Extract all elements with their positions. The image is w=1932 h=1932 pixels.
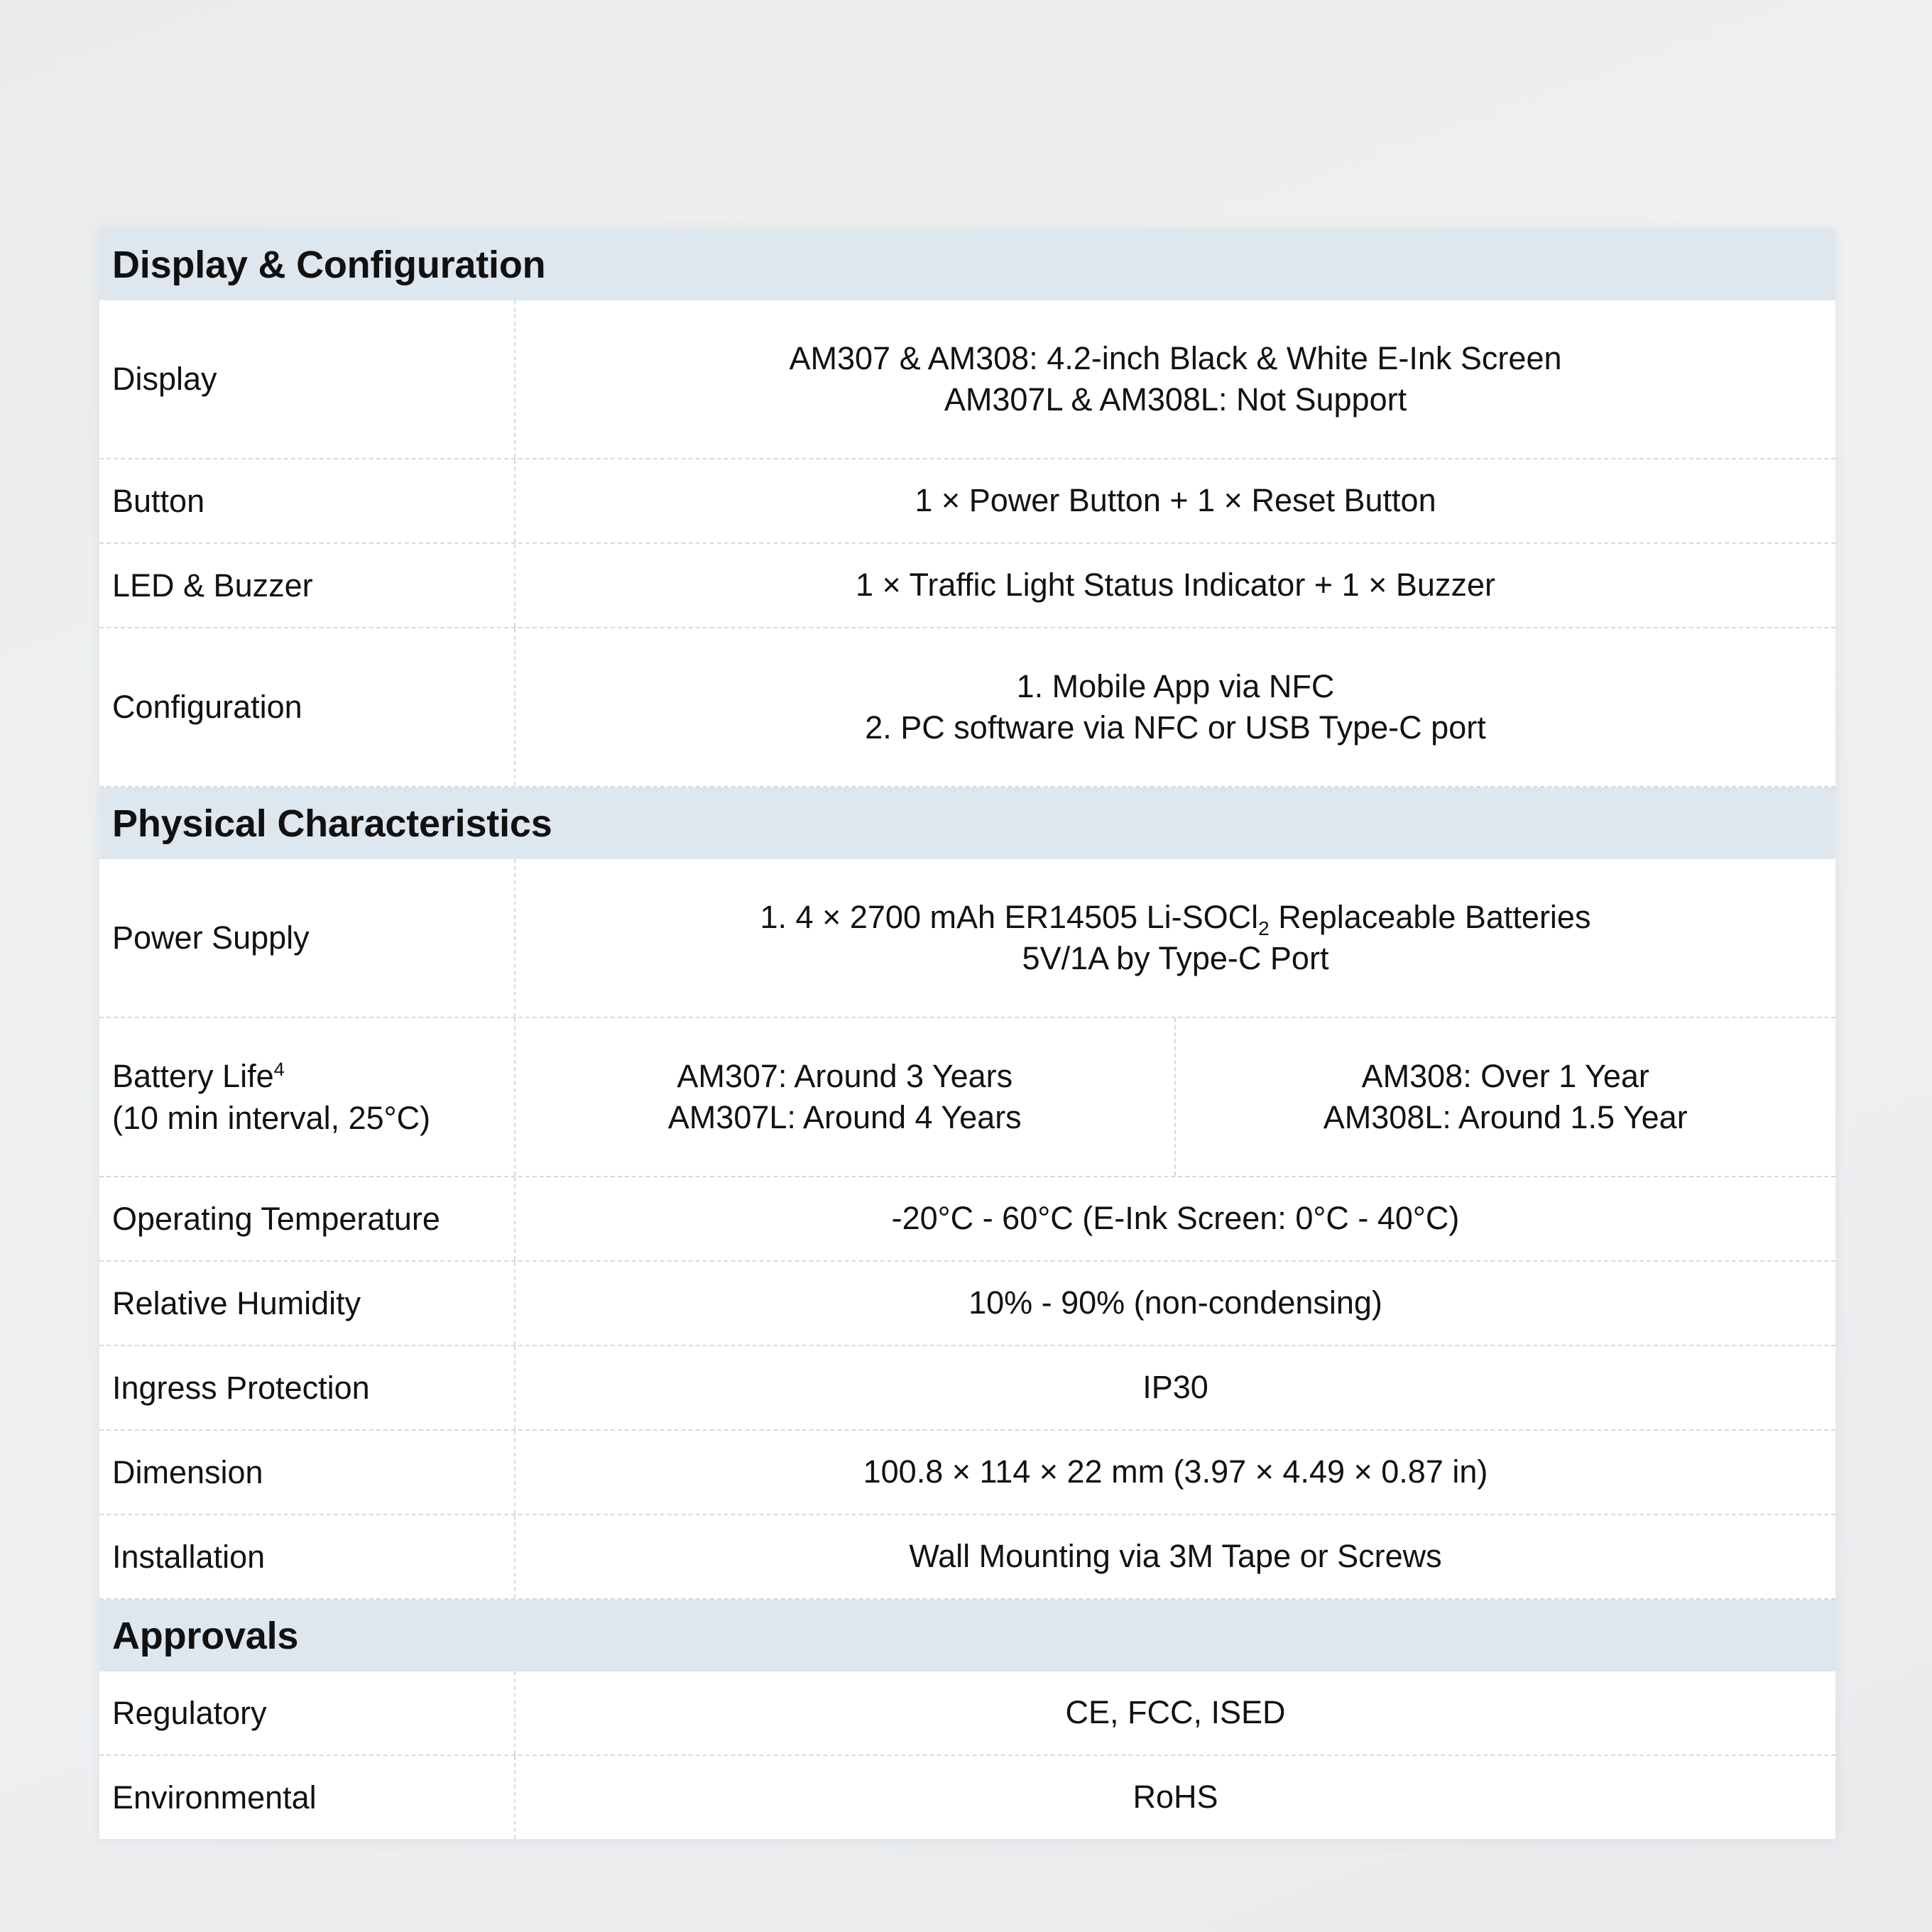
spec-row-value-cell xyxy=(515,1177,1835,1260)
spec-row-value-cell xyxy=(515,1515,1835,1598)
spec-row-label-cell xyxy=(99,1756,515,1839)
spec-row-label: Dimension xyxy=(112,1453,263,1490)
spec-row-label: Installation xyxy=(112,1538,266,1575)
spec-row xyxy=(99,459,1835,544)
spec-row xyxy=(99,859,1835,1018)
spec-row xyxy=(99,1346,1835,1431)
spec-row-label-cell xyxy=(99,1671,515,1754)
spec-row-value: 5V/1A by Type-C Port xyxy=(1022,940,1329,976)
spec-row-label: Regulatory xyxy=(112,1694,267,1731)
spec-row-value: AM308L: Around 1.5 Year xyxy=(1323,1099,1688,1135)
spec-row xyxy=(99,1262,1835,1346)
spec-row-value: 100.8 × 114 × 22 mm (3.97 × 4.49 × 0.87 in) xyxy=(863,1453,1488,1490)
spec-row-label: Relative Humidity xyxy=(112,1284,361,1321)
spec-row-label-cell xyxy=(99,1431,515,1514)
spec-row-label-cell xyxy=(99,300,515,458)
spec-row-label: Configuration xyxy=(112,689,302,726)
spec-row-value-cell xyxy=(515,628,1835,786)
spec-row-value: 2. PC software via NFC or USB Type-C port xyxy=(865,709,1486,746)
spec-row-label-cell xyxy=(99,628,515,786)
spec-row-label: Operating Temperature xyxy=(112,1200,440,1237)
spec-row-label-cell xyxy=(99,859,515,1017)
spec-row-label-cell xyxy=(99,1177,515,1260)
spec-row-label-cell xyxy=(99,1262,515,1345)
spec-row xyxy=(99,1756,1835,1839)
section-header xyxy=(99,787,1835,859)
spec-row-value: 1 × Traffic Light Status Indicator + 1 × Buzzer xyxy=(856,567,1495,604)
spec-row-value: AM307 & AM308: 4.2-inch Black & White E-Ink Screen xyxy=(789,339,1562,376)
spec-row-value-cell xyxy=(515,1018,1835,1176)
spec-row xyxy=(99,628,1835,787)
spec-row-value: 1. 4 × 2700 mAh ER14505 Li-SOCl$_2$ Replaceable Batteries xyxy=(760,898,1591,939)
spec-row-value-cell xyxy=(515,1756,1835,1839)
section-header-title: Display & Configuration xyxy=(112,243,546,286)
spec-row-label-subtext: (10 min interval, 25°C) xyxy=(112,1100,431,1136)
spec-row-label: Power Supply xyxy=(112,919,310,956)
spec-row-label: LED & Buzzer xyxy=(112,567,313,604)
spec-row-label: Ingress Protection xyxy=(112,1369,370,1406)
spec-row-label-cell xyxy=(99,1018,515,1176)
spec-row-value: IP30 xyxy=(1142,1369,1208,1406)
section-header xyxy=(99,1600,1835,1671)
spec-row-value: CE, FCC, ISED xyxy=(1065,1694,1286,1731)
spec-row-value-cell xyxy=(515,1346,1835,1429)
spec-row-label-cell xyxy=(99,459,515,542)
spec-row-value-cell xyxy=(515,859,1835,1017)
spec-row-value: AM307: Around 3 Years xyxy=(677,1057,1013,1094)
spec-row xyxy=(99,1515,1835,1600)
specification-table xyxy=(99,229,1835,1839)
spec-row-value: 1 × Power Button + 1 × Reset Button xyxy=(915,482,1436,519)
spec-row-label: Environmental xyxy=(112,1779,317,1816)
section-header-title: Physical Characteristics xyxy=(112,802,552,845)
spec-row-value: AM308: Over 1 Year xyxy=(1361,1057,1649,1094)
spec-row-value: 10% - 90% (non-condensing) xyxy=(968,1284,1382,1321)
spec-row-label: Button xyxy=(112,482,205,519)
spec-row-value-cell xyxy=(515,1671,1835,1754)
spec-row-value-cell xyxy=(515,544,1835,627)
spec-row-value-cell xyxy=(515,459,1835,542)
section-header-title: Approvals xyxy=(112,1614,299,1657)
section-header xyxy=(99,229,1835,300)
spec-row xyxy=(99,1671,1835,1756)
spec-row-value-column xyxy=(515,1018,1176,1176)
spec-row xyxy=(99,544,1835,628)
spec-row-value: 1. Mobile App via NFC xyxy=(1016,667,1335,704)
spec-row-label: Battery Life$^4$ xyxy=(112,1057,285,1094)
spec-row xyxy=(99,1177,1835,1262)
spec-row-label-footnote: 4 xyxy=(273,1058,285,1080)
spec-row-value-cell xyxy=(515,1262,1835,1345)
spec-row-value: AM307L & AM308L: Not Support xyxy=(944,381,1407,417)
spec-row-label-cell xyxy=(99,544,515,627)
spec-row-value-cell xyxy=(515,1431,1835,1514)
spec-row xyxy=(99,300,1835,459)
spec-row-label-cell xyxy=(99,1346,515,1429)
spec-row-value: AM307L: Around 4 Years xyxy=(667,1099,1022,1135)
spec-row-label-cell xyxy=(99,1515,515,1598)
spec-row-value-column xyxy=(1176,1018,1836,1176)
spec-row-value: RoHS xyxy=(1133,1779,1218,1816)
spec-row xyxy=(99,1431,1835,1515)
spec-row-label: Display xyxy=(112,361,217,398)
spec-row-value: Wall Mounting via 3M Tape or Screws xyxy=(909,1538,1442,1575)
spec-row xyxy=(99,1018,1835,1177)
spec-row-value: -20°C - 60°C (E-Ink Screen: 0°C - 40°C) xyxy=(891,1200,1460,1237)
spec-row-value-cell xyxy=(515,300,1835,458)
